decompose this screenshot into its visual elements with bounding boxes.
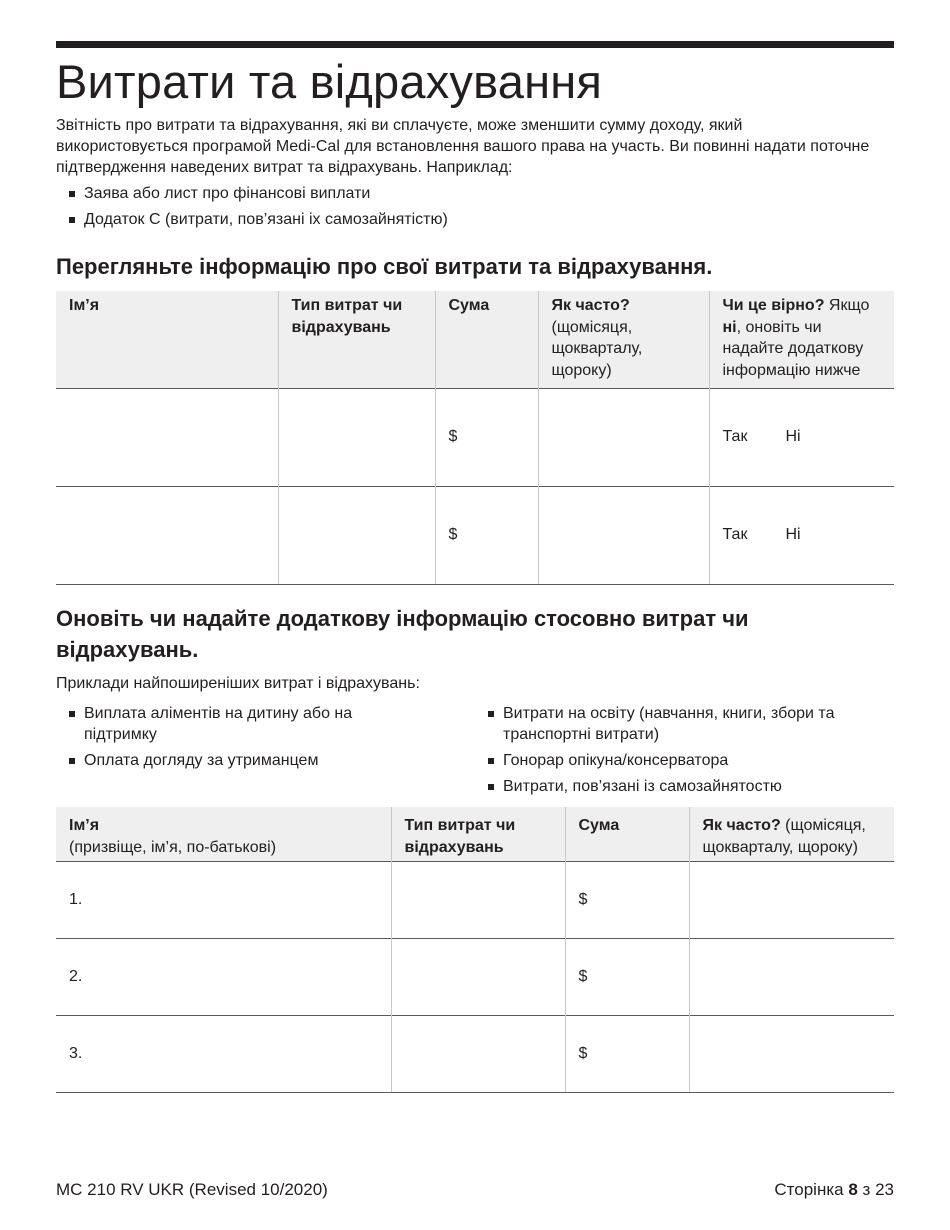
amount-cell[interactable]: $	[565, 861, 689, 938]
list-item: Заява або лист про фінансові виплати	[68, 183, 448, 204]
list-item: Виплата аліментів на дитину або на підтримку	[68, 703, 428, 745]
yes-option[interactable]: Так	[722, 526, 748, 543]
how-often-cell[interactable]	[689, 861, 894, 938]
list-item: Оплата догляду за утриманцем	[68, 750, 428, 771]
table-row	[56, 1015, 894, 1092]
examples-list-right	[487, 703, 887, 802]
intro-bullet-list	[68, 183, 448, 235]
name-cell[interactable]: 3.	[56, 1015, 391, 1092]
table-row	[56, 388, 894, 486]
column-header-amount: Сума	[435, 291, 538, 388]
type-cell[interactable]	[391, 861, 565, 938]
examples-intro: Приклади найпоширеніших витрат і відрахувань:	[56, 675, 420, 692]
no-option[interactable]: Ні	[785, 428, 801, 445]
amount-cell[interactable]: $	[435, 388, 538, 486]
review-expenses-table	[56, 291, 894, 585]
page-number: Сторінка 8 з 23	[774, 1180, 894, 1199]
column-header-how-often: Як часто? (щомісяця, щокварталу, щороку)	[689, 807, 894, 861]
list-item: Додаток C (витрати, пов’язані іх самозайнятістю)	[68, 209, 448, 230]
type-cell[interactable]	[278, 388, 435, 486]
top-rule	[56, 41, 894, 48]
how-often-cell[interactable]	[689, 938, 894, 1015]
amount-cell[interactable]: $	[435, 486, 538, 584]
column-header-how-often: Як часто? (щомісяця, щокварталу, щороку)	[538, 291, 709, 388]
intro-paragraph: Звітність про витрати та відрахування, які ви сплачуєте, може зменшити сумму доходу, який використовується програмой Medi-Cal для встановлення вашого права на участь. Ви повинні надати поточне підтвердження наведених витрат та відрахувань. Наприклад:	[56, 117, 870, 176]
how-often-cell[interactable]	[538, 388, 709, 486]
name-cell[interactable]: 2.	[56, 938, 391, 1015]
name-cell[interactable]: 1.	[56, 861, 391, 938]
update-expenses-table	[56, 807, 894, 1093]
table-row	[56, 938, 894, 1015]
type-cell[interactable]	[391, 1015, 565, 1092]
list-item: Витрати на освіту (навчання, книги, збори та транспортні витрати)	[487, 703, 887, 745]
table-header-row	[56, 291, 894, 388]
column-header-amount: Сума	[565, 807, 689, 861]
list-item: Витрати, пов’язані із самозайнятостю	[487, 776, 887, 797]
name-cell[interactable]	[56, 486, 278, 584]
amount-cell[interactable]: $	[565, 1015, 689, 1092]
list-item: Гонорар опікуна/консерватора	[487, 750, 887, 771]
column-header-type: Тип витрат чи відрахувань	[391, 807, 565, 861]
table-row	[56, 486, 894, 584]
table-row	[56, 861, 894, 938]
column-header-is-correct: Чи це вірно? Якщо ні, оновіть чи надайте додаткову інформацію нижче	[709, 291, 894, 388]
how-often-cell[interactable]	[538, 486, 709, 584]
no-option[interactable]: Ні	[785, 526, 801, 543]
table-header-row	[56, 807, 894, 861]
type-cell[interactable]	[391, 938, 565, 1015]
column-header-name: Ім’я	[56, 291, 278, 388]
yes-option[interactable]: Так	[722, 428, 748, 445]
review-section-heading: Перегляньте інформацію про свої витрати та відрахування.	[56, 254, 713, 279]
name-cell[interactable]	[56, 388, 278, 486]
yes-no-cell	[709, 486, 894, 584]
column-header-type: Тип витрат чи відрахувань	[278, 291, 435, 388]
amount-cell[interactable]: $	[565, 938, 689, 1015]
column-header-name: Ім’я (призвіще, ім’я, по-батькові)	[56, 807, 391, 861]
document-page	[56, 0, 894, 1230]
examples-list-left	[68, 703, 428, 776]
update-section-heading: Оновіть чи надайте додаткову інформацію стосовно витрат чи відрахувань.	[56, 606, 749, 662]
page-title: Витрати та відрахування	[56, 55, 603, 108]
type-cell[interactable]	[278, 486, 435, 584]
form-identifier: MC 210 RV UKR (Revised 10/2020)	[56, 1180, 328, 1199]
yes-no-cell	[709, 388, 894, 486]
how-often-cell[interactable]	[689, 1015, 894, 1092]
